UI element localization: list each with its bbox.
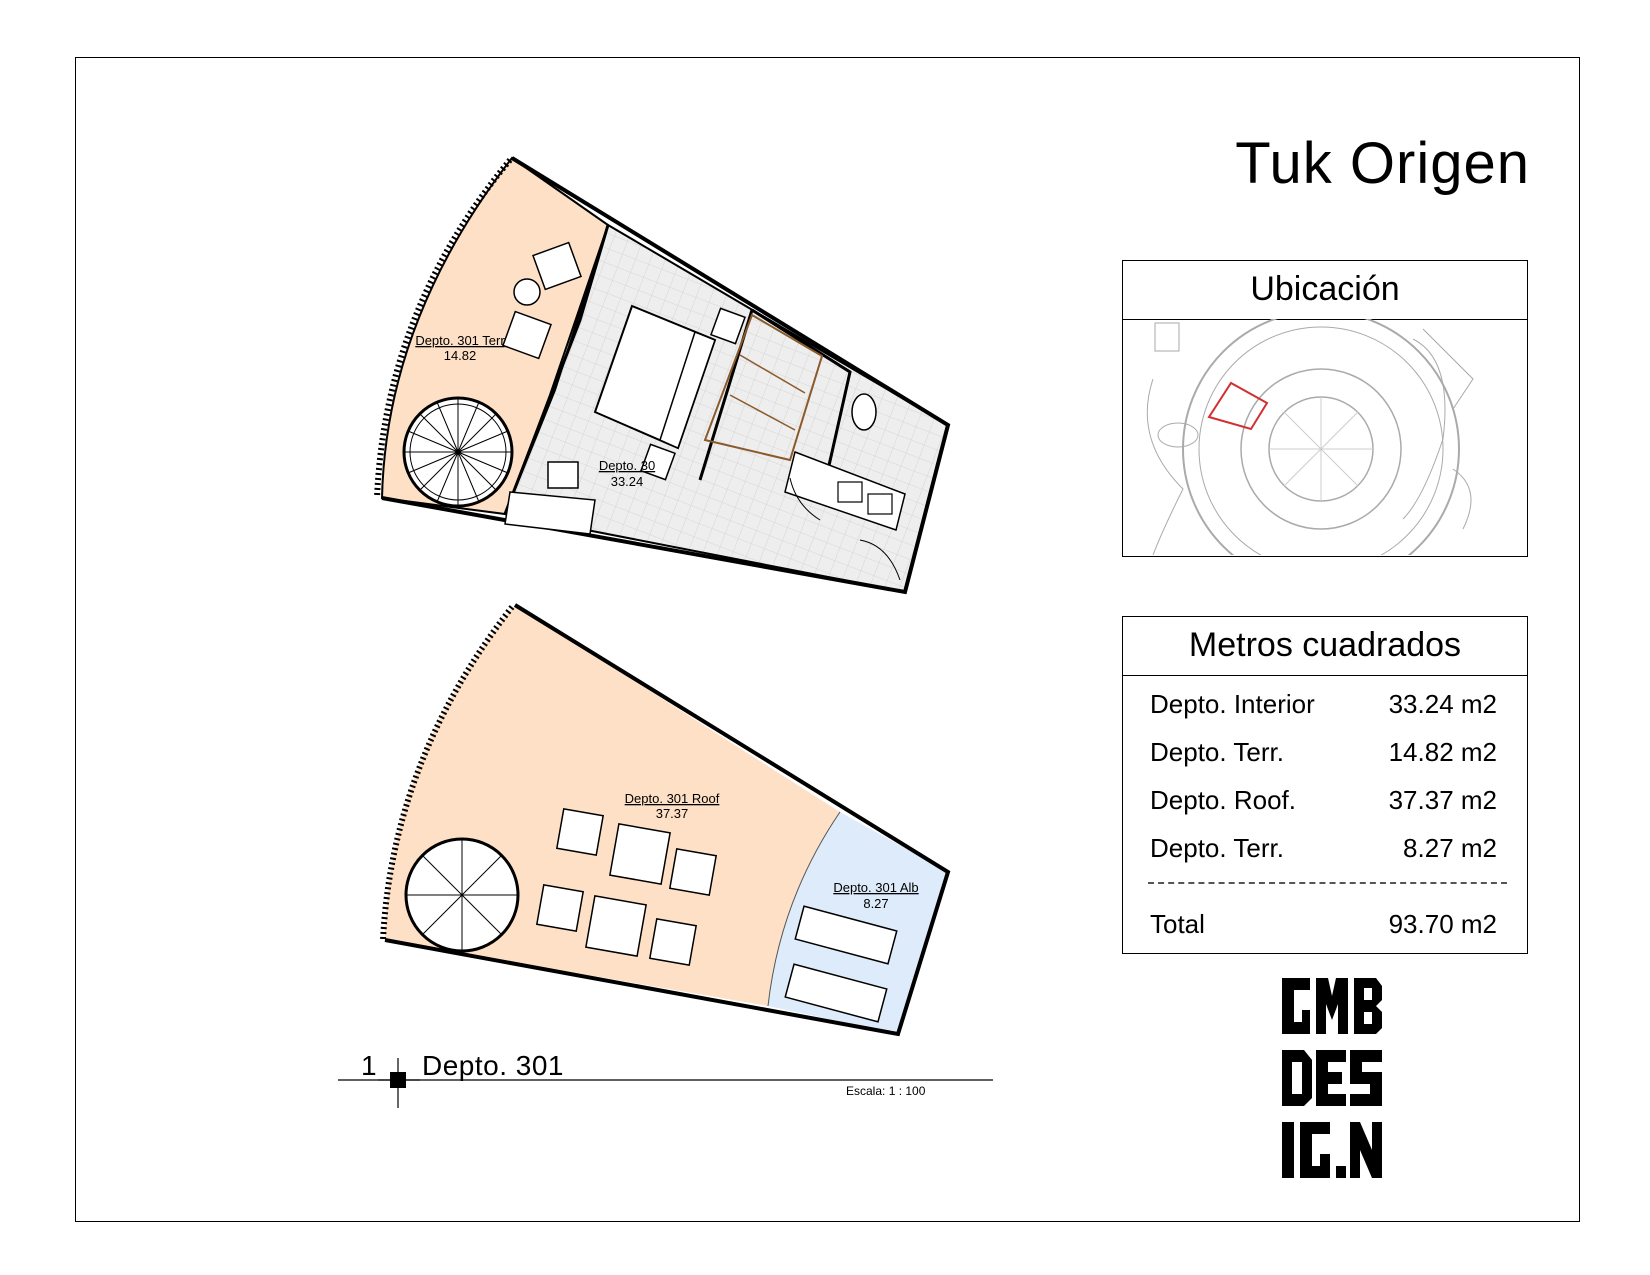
kitchen-sink: [838, 482, 862, 502]
area-total-row: [1150, 909, 1497, 949]
area-label: Depto. Roof.: [1150, 785, 1296, 815]
lounge-chair: [650, 919, 696, 965]
lounge-table: [586, 896, 646, 956]
area-value: 14.82 m2: [1388, 737, 1497, 767]
area-summary-panel: [1122, 616, 1528, 954]
area-row: [1150, 833, 1497, 873]
room-label: Depto. 301 Alb: [833, 880, 919, 895]
lounge-chair: [670, 849, 716, 895]
kitchen-stove: [868, 494, 892, 514]
room-area: 8.27: [863, 896, 889, 911]
location-heading: Ubicación: [1123, 261, 1527, 320]
area-value: 33.24 m2: [1388, 689, 1497, 719]
room-area: 37.37: [655, 806, 689, 821]
area-row: [1150, 785, 1497, 825]
upper-floor-plan: [377, 158, 948, 592]
gmb-design-logo-icon: [1280, 970, 1384, 1190]
room-label: Depto. 30: [598, 458, 656, 473]
lounge-chair: [557, 809, 603, 855]
roof-spiral-staircase: [406, 839, 518, 951]
area-label: Depto. Terr.: [1150, 737, 1284, 767]
location-panel: [1122, 260, 1528, 557]
scale-label: Escala:: [846, 1084, 886, 1098]
toilet: [852, 394, 876, 430]
roof-floor-plan: [383, 605, 948, 1034]
total-value: 93.70 m2: [1388, 909, 1497, 939]
desk: [505, 492, 595, 534]
total-divider: [1148, 882, 1507, 884]
area-label: Depto. Terr.: [1150, 833, 1284, 863]
view-name: Depto. 301: [422, 1050, 564, 1081]
area-row: [1150, 737, 1497, 777]
location-map: [1123, 319, 1526, 555]
area-value: 37.37 m2: [1388, 785, 1497, 815]
unit-highlight: [1209, 383, 1267, 429]
side-table: [514, 279, 540, 305]
lounge-chair: [537, 885, 583, 931]
room-label: Depto. 301 Terr: [415, 333, 505, 348]
spiral-staircase: [404, 398, 512, 506]
room-label: Depto. 301 Roof: [624, 791, 720, 806]
view-scale: [846, 1084, 925, 1098]
area-value: 8.27 m2: [1403, 833, 1497, 863]
lounge-table: [610, 824, 670, 884]
view-number: 1: [361, 1050, 377, 1081]
area-row: [1150, 689, 1497, 729]
project-title: Tuk Origen: [1235, 131, 1530, 196]
area-label: Depto. Interior: [1150, 689, 1315, 719]
room-area: 14.82: [443, 348, 477, 363]
desk-chair: [548, 462, 578, 488]
scale-value: 1 : 100: [888, 1084, 926, 1098]
area-heading: Metros cuadrados: [1123, 617, 1527, 676]
room-area: 33.24: [610, 474, 644, 489]
total-label: Total: [1150, 909, 1205, 939]
